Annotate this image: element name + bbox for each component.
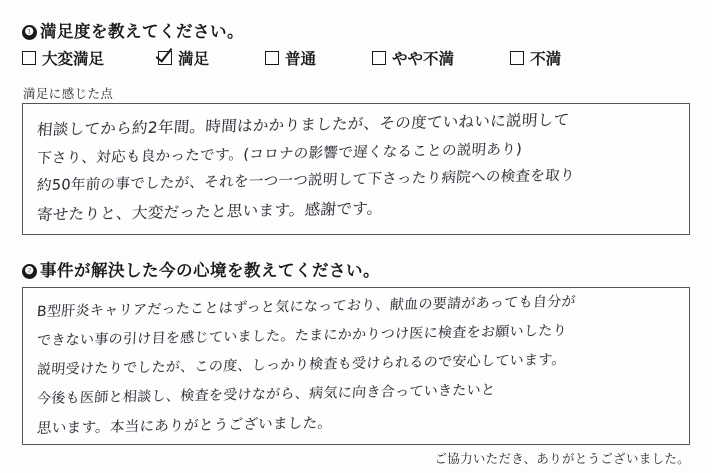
handwritten-line: B型肝炎キャリアだったことはずっと気になっており、献血の要請があっても自分が (36, 293, 577, 320)
question-2-title-text: 事件が解決した今の心境を教えてください。 (40, 262, 380, 280)
handwritten-line: 説明受けたりでしたが、この度、しっかり検査も受けられるので安心しています。 (36, 351, 567, 378)
handwritten-line: 下さり、対応も良かったです。(コロナの影響で遅くなることの説明あり) (36, 141, 523, 167)
handwritten-line: 今後も医師と相談し、検査を受けながら、病気に向き合っていきたいと (36, 382, 496, 407)
checkbox-neutral[interactable] (265, 51, 279, 65)
question-1-sub-label: 満足に感じた点 (23, 87, 114, 101)
question-2-title (22, 257, 380, 281)
choice-very-satisfied[interactable] (22, 47, 104, 69)
answer-box-question-1[interactable] (22, 103, 690, 235)
choice-label-dissatisfied: 不満 (530, 51, 562, 68)
handwritten-line: 思います。本当にありがとうございました。 (36, 415, 333, 437)
choice-label-very-satisfied: 大変満足 (42, 51, 105, 68)
question-1-title-text: 満足度を教えてください。 (40, 23, 244, 41)
choice-neutral[interactable] (265, 47, 316, 69)
question-1-title (22, 18, 244, 42)
handwritten-line: できない事の引け目を感じていました。たまにかかりつけ医に検査をお願いしたり (36, 322, 568, 349)
choice-dissatisfied[interactable] (510, 47, 561, 69)
satisfaction-choice-group (22, 47, 690, 69)
checkbox-somewhat-dissatisfied[interactable] (372, 51, 386, 65)
question-2-number: ❷ (22, 264, 37, 279)
choice-somewhat-dissatisfied[interactable] (372, 47, 454, 69)
handwritten-line: 寄せたりと、大変だったと思います。感謝です。 (36, 199, 384, 224)
checkbox-very-satisfied[interactable] (22, 51, 36, 65)
checkbox-dissatisfied[interactable] (510, 51, 524, 65)
choice-label-satisfied: 満足 (178, 51, 210, 68)
handwritten-line: 相談してから約2年間。時間はかかりましたが、その度ていねいに説明して (36, 110, 570, 139)
choice-label-somewhat-dissatisfied: やや不満 (392, 51, 455, 68)
question-1-number: ❶ (22, 25, 37, 40)
choice-satisfied[interactable] (158, 47, 209, 69)
answer-box-question-2[interactable] (22, 287, 690, 445)
footer-thanks: ご協力いただき、ありがとうございました。 (434, 452, 690, 466)
handwritten-line: 約50年前の事でしたが、それを一つ一つ説明して下さったり病院への検査を取り (36, 167, 576, 194)
choice-label-neutral: 普通 (285, 51, 317, 68)
checkbox-satisfied[interactable] (158, 51, 172, 65)
